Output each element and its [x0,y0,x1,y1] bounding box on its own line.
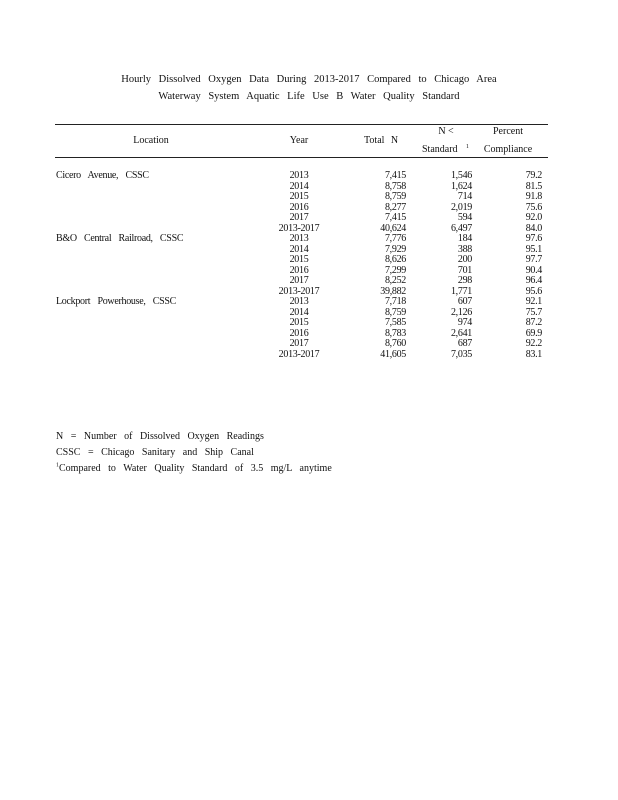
percent-compliance-cell: 95.6 [525,285,542,297]
n-below-standard-cell: 2,019 [450,201,472,213]
year-cell: 2017 [289,212,309,223]
footnote-text: Compared to Water Quality Standard of 3.5 mg/L anytime [59,463,332,474]
total-n-cell: 8,626 [384,254,406,265]
data-table-body [0,171,618,360]
percent-compliance-cell: 79.2 [525,170,542,181]
header-percent-line1: Percent [493,126,523,137]
total-n-cell: 8,760 [384,338,406,349]
percent-compliance-cell: 92.0 [525,212,542,223]
percent-compliance-cell: 97.6 [525,233,542,244]
n-below-standard-cell: 2,126 [450,306,472,318]
percent-compliance-cell: 96.4 [525,275,542,286]
header-footnote-mark: 1 [466,143,470,150]
total-n-cell: 8,277 [384,201,406,213]
n-below-standard-cell: 714 [457,191,472,202]
total-n-cell: 7,776 [384,233,406,244]
n-below-standard-cell: 298 [457,275,472,286]
n-below-standard-cell: 701 [457,264,472,276]
n-below-standard-cell: 687 [457,338,472,349]
table-row [0,318,618,329]
notes [56,429,332,477]
header-percent-line2: Compliance [483,144,533,155]
table-row [0,213,618,224]
total-n-cell: 7,585 [384,317,406,328]
n-below-standard-cell: 1,546 [450,170,472,181]
table-row [0,339,618,350]
percent-compliance-cell: 92.1 [525,296,542,307]
year-cell: 2013-2017 [278,222,320,234]
total-n-cell: 7,718 [384,296,406,307]
header-n-below-standard-line2 [422,144,469,155]
table-row [0,192,618,203]
year-cell: 2015 [289,254,309,265]
note-footnote [56,461,332,477]
total-n-cell: 7,415 [384,170,406,181]
header-year: Year [289,135,309,146]
n-below-standard-cell: 974 [457,317,472,328]
year-cell: 2014 [289,306,309,318]
n-below-standard-cell: 1,624 [450,180,472,192]
year-cell: 2015 [289,191,309,202]
table-row [0,276,618,287]
percent-compliance-cell: 81.5 [525,180,542,192]
percent-compliance-cell: 75.6 [525,201,542,213]
year-cell: 2013 [289,233,309,244]
year-cell: 2013-2017 [278,348,320,360]
total-n-cell: 7,929 [384,243,406,255]
percent-compliance-cell: 92.2 [525,338,542,349]
top-rule [55,124,548,125]
location-cell: Lockport Powerhouse, CSSC [56,296,177,307]
header-total-n: Total N [364,135,399,146]
header-n-below-standard-line1: N < [438,126,454,137]
table-row [0,255,618,266]
total-n-cell: 7,415 [384,212,406,223]
total-n-cell: 39,882 [380,285,406,297]
percent-compliance-cell: 91.8 [525,191,542,202]
year-cell: 2016 [289,264,309,276]
year-cell: 2017 [289,338,309,349]
n-below-standard-cell: 1,771 [450,285,472,297]
n-below-standard-cell: 184 [457,233,472,244]
year-cell: 2014 [289,243,309,255]
table-row [0,350,618,361]
table-row [0,171,618,182]
location-cell: B&O Central Railroad, CSSC [56,233,184,244]
table-title-line2: Waterway System Aquatic Life Use B Water Quality Standard [158,91,460,102]
year-cell: 2015 [289,317,309,328]
percent-compliance-cell: 84.0 [525,222,542,234]
year-cell: 2017 [289,275,309,286]
total-n-cell: 8,758 [384,180,406,192]
total-n-cell: 8,759 [384,306,406,318]
percent-compliance-cell: 90.4 [525,264,542,276]
year-cell: 2013 [289,296,309,307]
percent-compliance-cell: 83.1 [525,348,542,360]
total-n-cell: 8,783 [384,327,406,339]
header-rule [55,157,548,158]
year-cell: 2016 [289,327,309,339]
percent-compliance-cell: 95.1 [525,243,542,255]
note-cssc-definition: CSSC = Chicago Sanitary and Ship Canal [56,447,254,458]
n-below-standard-cell: 7,035 [450,348,472,360]
n-below-standard-cell: 388 [457,243,472,255]
year-cell: 2016 [289,201,309,213]
footnote-mark: 1 [56,462,59,469]
year-cell: 2013-2017 [278,285,320,297]
year-cell: 2014 [289,180,309,192]
n-below-standard-cell: 607 [457,296,472,307]
header-standard-text: Standard [422,144,458,155]
percent-compliance-cell: 69.9 [525,327,542,339]
total-n-cell: 41,605 [380,348,406,360]
percent-compliance-cell: 75.7 [525,306,542,318]
n-below-standard-cell: 594 [457,212,472,223]
percent-compliance-cell: 97.7 [525,254,542,265]
n-below-standard-cell: 200 [457,254,472,265]
note-n-definition: N = Number of Dissolved Oxygen Readings [56,431,264,442]
table-row [0,234,618,245]
percent-compliance-cell: 87.2 [525,317,542,328]
n-below-standard-cell: 6,497 [450,222,472,234]
n-below-standard-cell: 2,641 [450,327,472,339]
year-cell: 2013 [289,170,309,181]
table-row [0,297,618,308]
table-title-line1: Hourly Dissolved Oxygen Data During 2013-2017 Compared to Chicago Area [121,74,497,85]
total-n-cell: 7,299 [384,264,406,276]
location-cell: Cicero Avenue, CSSC [56,170,149,181]
total-n-cell: 8,252 [384,275,406,286]
header-location: Location [133,135,169,146]
total-n-cell: 40,624 [380,222,406,234]
total-n-cell: 8,759 [384,191,406,202]
